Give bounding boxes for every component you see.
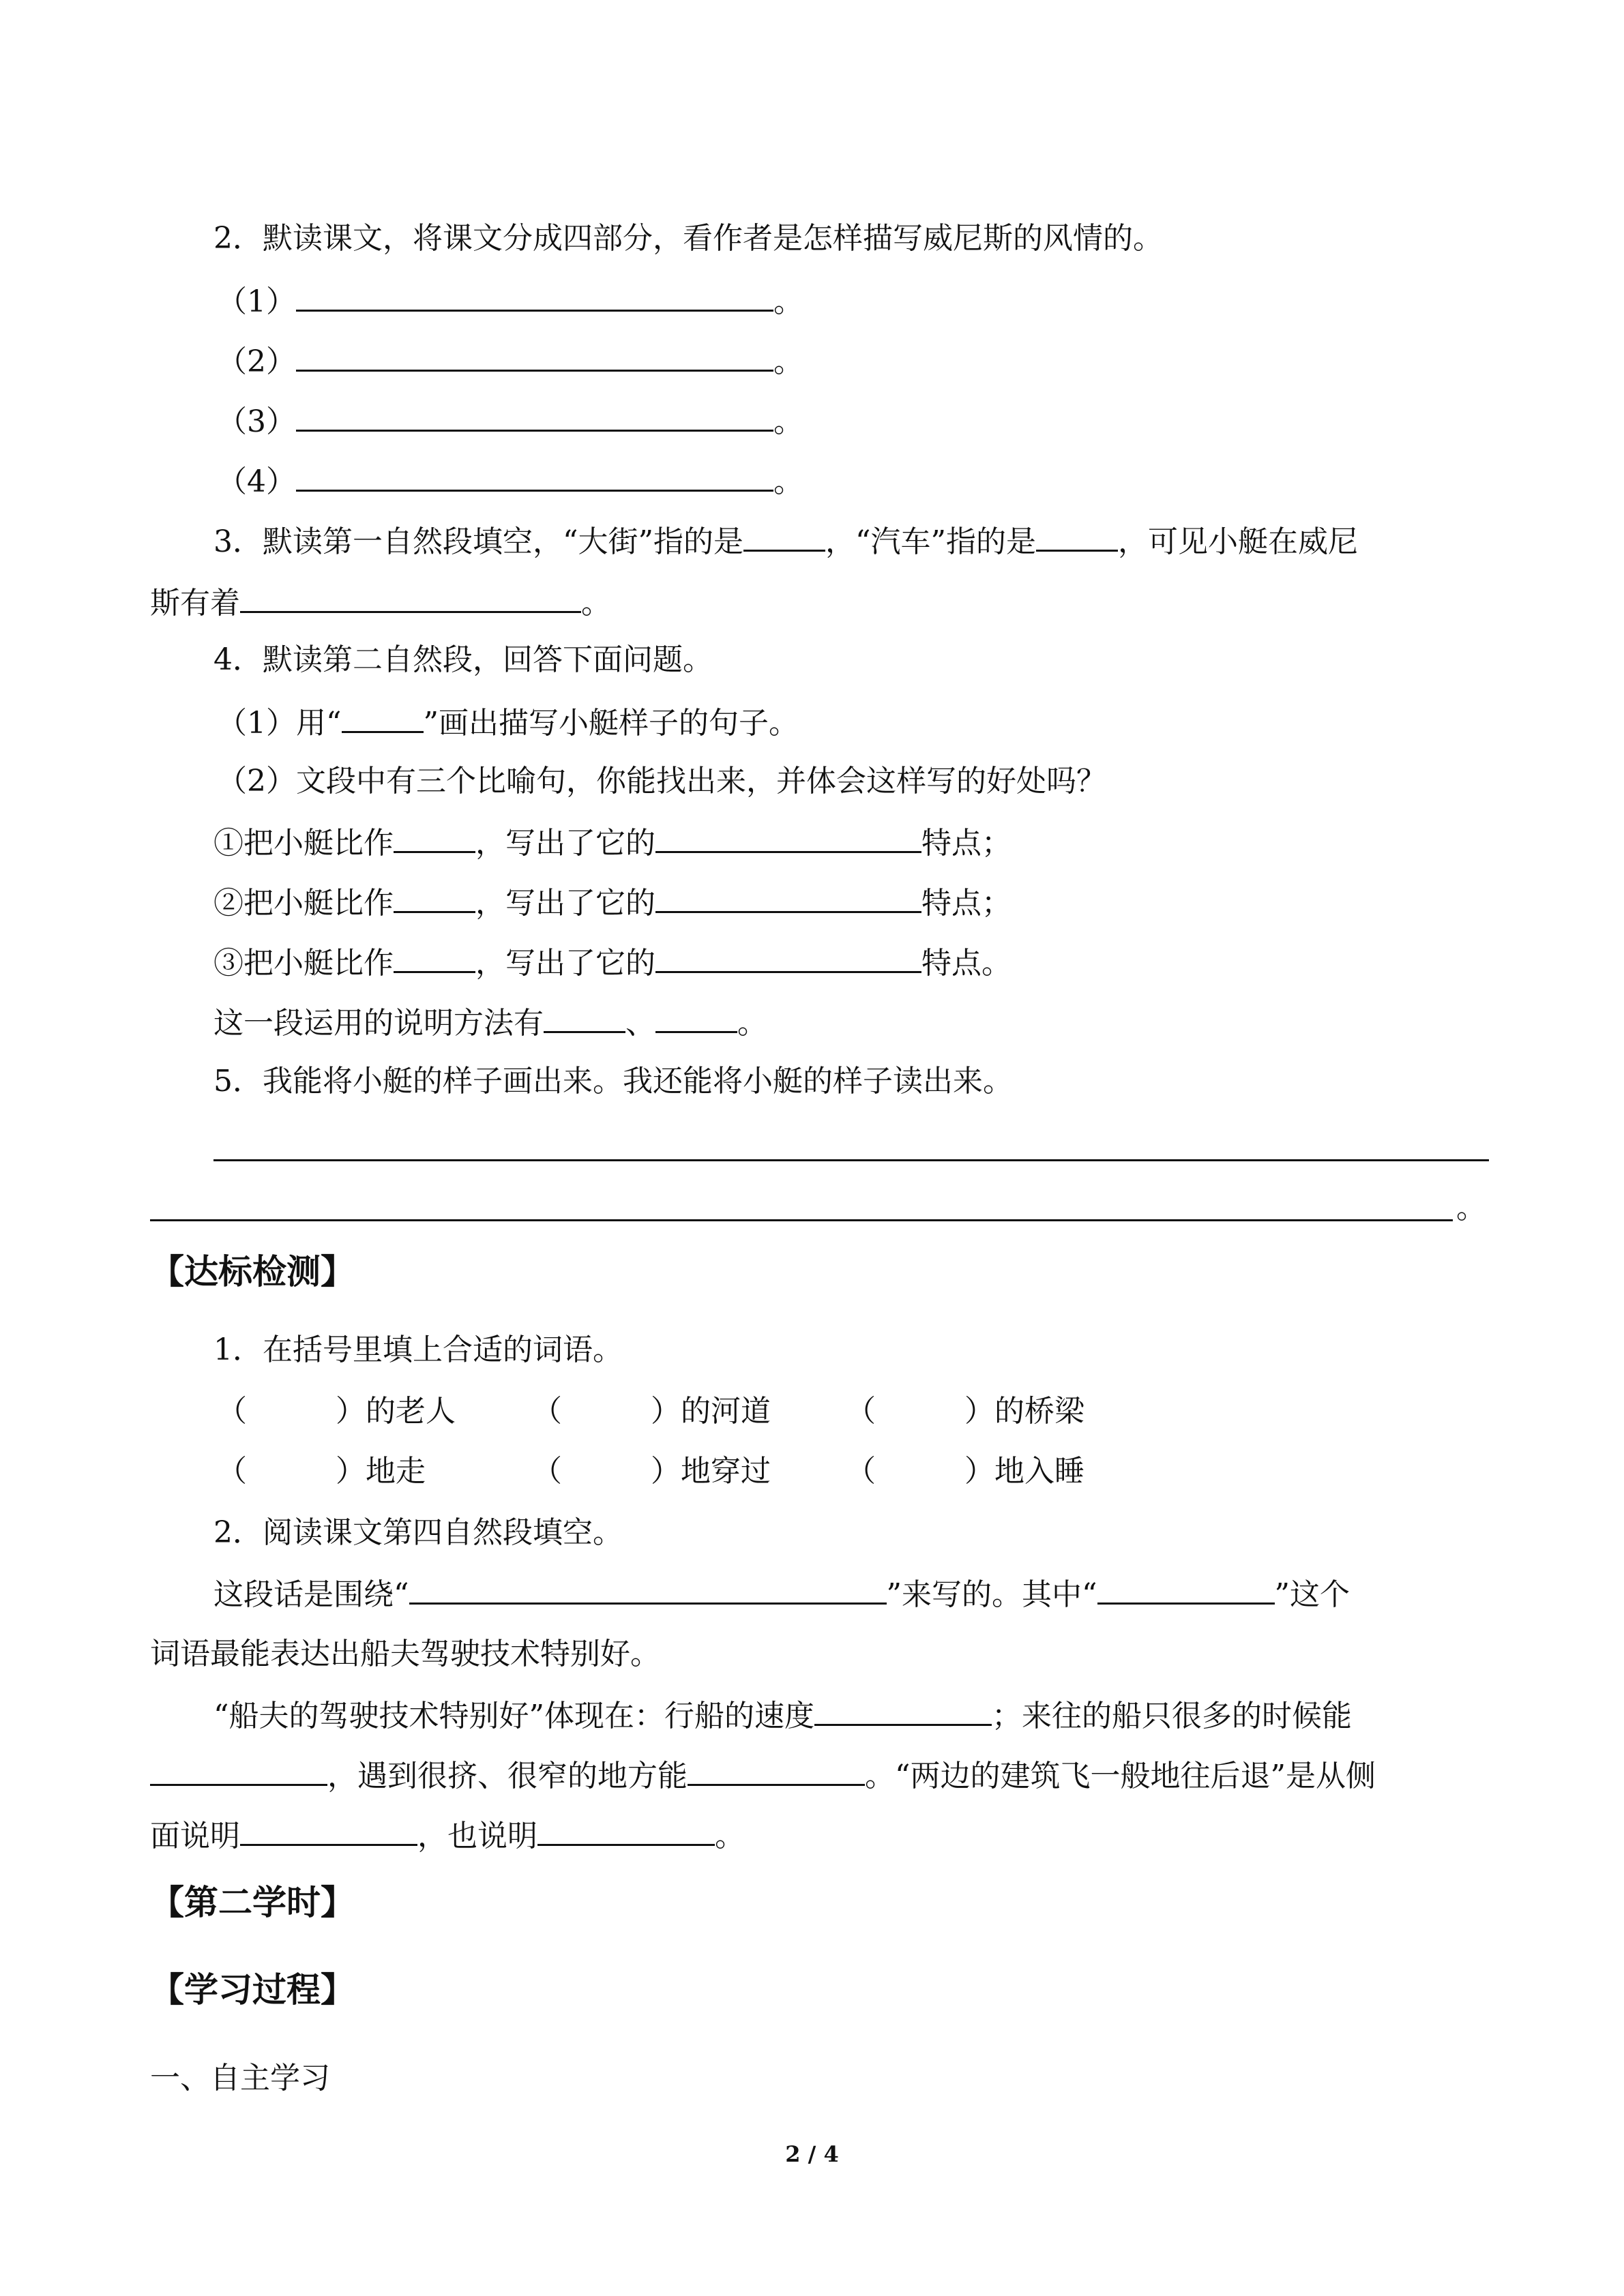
fill-blank[interactable] [655, 821, 921, 853]
section-heading-process: 【学习过程】 [150, 1970, 355, 2010]
question-4-sub2: （2）文段中有三个比喻句，你能找出来，并体会这样写的好处吗？ [217, 764, 1106, 799]
question-2-text: 2．默读课文，将课文分成四部分，看作者是怎样描写威尼斯的风情的。 [213, 221, 1163, 256]
word-fill-row-1c: （ ）的桥梁 [846, 1394, 1084, 1429]
fill-blank[interactable] [240, 1814, 417, 1846]
fill-blank[interactable] [409, 1572, 887, 1605]
section-heading-lesson2: 【第二学时】 [150, 1883, 355, 1922]
self-study-heading: 一、自主学习 [150, 2061, 330, 2096]
fill-blank[interactable] [394, 941, 475, 973]
fill-blank[interactable] [743, 520, 825, 552]
answer-rule-1[interactable] [213, 1159, 1489, 1161]
question-4-sub1: （1）用“ ”画出描写小艇样子的句子。 [217, 701, 799, 744]
question-4: 4．默读第二自然段，回答下面问题。 [213, 642, 713, 677]
fill-blank[interactable] [655, 941, 921, 973]
fill-blank[interactable] [537, 1814, 715, 1846]
answer-line-2: （2） 。 [217, 340, 803, 383]
fill-blank[interactable] [814, 1694, 992, 1726]
test-q2-line-3: “船夫的驾驶技术特别好”体现在：行船的速度 ；来往的船只很多的时候能 [213, 1694, 1352, 1737]
word-fill-row-1b: （ ）的河道 [532, 1394, 771, 1429]
answer-line-3: （3） 。 [217, 400, 803, 443]
question-2 [213, 218, 1163, 259]
answer-rule-2[interactable] [150, 1219, 1453, 1221]
methods-line: 这一段运用的说明方法有 、 。 [213, 1001, 767, 1044]
fill-blank[interactable] [150, 1754, 327, 1786]
question-3-cont: 斯有着 。 [150, 581, 611, 624]
fill-blank[interactable] [296, 280, 773, 312]
word-fill-row-2: （ ）地走 [217, 1454, 426, 1489]
simile-row-3: ③把小艇比作 ，写出了它的 特点。 [213, 941, 1012, 984]
fill-blank[interactable] [296, 340, 773, 372]
fill-blank[interactable] [1036, 520, 1118, 552]
fill-blank[interactable] [296, 460, 773, 492]
fill-blank[interactable] [394, 881, 475, 913]
answer-line-4: （4） 。 [217, 460, 803, 503]
question-3: 3．默读第一自然段填空，“大街”指的是 ，“汽车”指的是 ，可见小艇在威尼 [213, 520, 1358, 563]
fill-blank[interactable] [544, 1001, 625, 1033]
underline-sample [342, 701, 424, 733]
fill-blank[interactable] [655, 881, 921, 913]
word-fill-row-2c: （ ）地入睡 [846, 1454, 1084, 1489]
test-question-1: 1．在括号里填上合适的词语。 [213, 1332, 623, 1367]
fill-blank[interactable] [1097, 1572, 1275, 1605]
test-q2-line-2: 词语最能表达出船夫驾驶技术特别好。 [150, 1637, 660, 1671]
fill-blank[interactable] [394, 821, 475, 853]
page-number: 2 / 4 [785, 2141, 839, 2167]
fill-blank[interactable] [296, 400, 773, 432]
question-5: 5．我能将小艇的样子画出来。我还能将小艇的样子读出来。 [213, 1064, 1013, 1099]
simile-row-1: ①把小艇比作 ，写出了它的 特点； [213, 821, 1012, 864]
word-fill-row-2b: （ ）地穿过 [532, 1454, 771, 1489]
answer-end: 。 [1456, 1191, 1486, 1225]
answer-line-1: （1） 。 [217, 280, 803, 323]
fill-blank[interactable] [688, 1754, 865, 1786]
test-question-2: 2．阅读课文第四自然段填空。 [213, 1515, 623, 1550]
word-fill-row-1: （ ）的老人 [217, 1394, 456, 1429]
simile-row-2: ②把小艇比作 ，写出了它的 特点； [213, 881, 1012, 924]
section-heading-test: 【达标检测】 [150, 1252, 355, 1292]
test-q2-line-1: 这段话是围绕“ ”来写的。其中“ ”这个 [213, 1572, 1350, 1615]
fill-blank[interactable] [240, 581, 581, 613]
test-q2-line-5: 面说明 ，也说明 。 [150, 1814, 745, 1857]
test-q2-line-4: ，遇到很挤、很窄的地方能 。“两边的建筑飞一般地往后退”是从侧 [150, 1754, 1376, 1797]
fill-blank[interactable] [655, 1001, 737, 1033]
